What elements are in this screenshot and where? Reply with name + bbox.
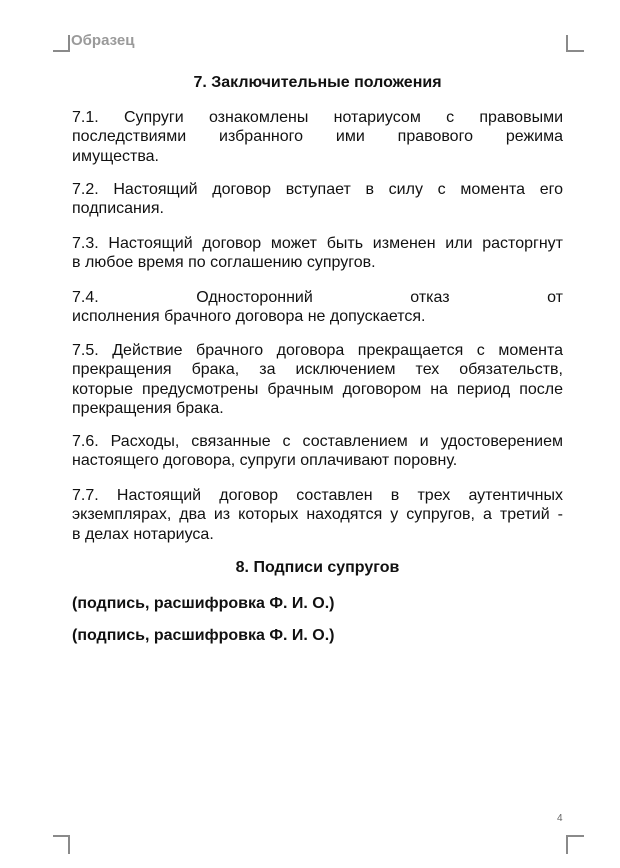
signature-line-1: (подпись, расшифровка Ф. И. О.) [72,595,335,612]
clause-line: в любое время по соглашению супругов. [72,254,376,272]
clause-line: 7.3. Настоящий договор может быть изменен или расторгнут [72,235,563,252]
clause-paragraph [72,108,563,166]
clause-line: прекращения брака. [72,399,224,417]
clause-line: 7.1. Супруги ознакомлены нотариусом с правовыми [72,109,563,126]
clause-paragraph [72,288,563,327]
watermark-label: Образец [71,32,135,49]
clause-paragraph [72,486,563,544]
section-7-heading: 7. Заключительные положения [193,74,442,91]
clause-line: настоящего договора, супруги оплачивают поровну. [72,452,458,470]
corner-mark-bottom-right [566,835,584,854]
clause-line: 7.6. Расходы, связанные с составлением и удостоверением [72,433,563,450]
clause-line: в делах нотариуса. [72,525,214,543]
signature-line-2: (подпись, расшифровка Ф. И. О.) [72,627,335,644]
clause-line: прекращения брака, за исключением тех обязательств, [72,361,563,379]
clause-line: 7.5. Действие брачного договора прекращается с момента [72,342,563,359]
clause-line: подписания. [72,200,164,218]
clause-paragraph [72,180,563,219]
corner-mark-top-left [53,35,70,52]
clause-line: которые предусмотрены брачным договором на период после [72,380,563,398]
clause-line: 7.4. Односторонний отказ от [72,289,563,306]
clause-line: исполнения брачного договора не допускается. [72,308,426,326]
clause-line: 7.2. Настоящий договор вступает в силу с момента его [72,181,563,198]
clause-line: экземплярах, два из которых находятся у супругов, а третий - [72,506,563,524]
corner-mark-bottom-left [53,835,70,854]
clause-paragraph [72,234,563,273]
clause-line: имущества. [72,147,159,165]
section-8-heading: 8. Подписи супругов [235,559,400,576]
page-number: 4 [557,813,563,824]
clause-paragraph [72,341,563,418]
clause-paragraph [72,432,563,471]
corner-mark-top-right [566,35,584,52]
clause-line: последствиями избранного ими правового режима [72,128,563,146]
clause-line: 7.7. Настоящий договор составлен в трех аутентичных [72,487,563,504]
